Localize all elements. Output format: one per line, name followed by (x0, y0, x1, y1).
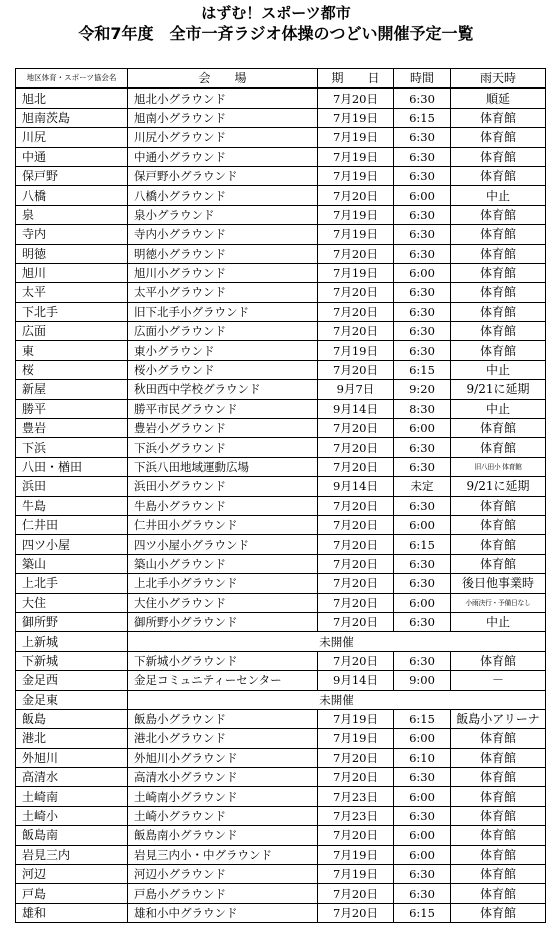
date-cell: 7月20日 (318, 826, 394, 845)
venue-cell: 上北手小グラウンド (128, 574, 318, 593)
venue-cell: 下浜八田地域運動広場 (128, 457, 318, 476)
rain-cell: 体育館 (451, 244, 546, 263)
date-cell: 7月20日 (318, 515, 394, 534)
district-cell: 築山 (16, 554, 128, 573)
rain-cell: 体育館 (451, 128, 546, 147)
rain-cell: 体育館 (451, 826, 546, 845)
date-cell: 7月20日 (318, 535, 394, 554)
time-cell: 6:30 (394, 225, 451, 244)
time-cell: 6:30 (394, 574, 451, 593)
venue-cell: 雄和小中グラウンド (128, 903, 318, 922)
rain-cell: 体育館 (451, 515, 546, 534)
table-row (16, 593, 546, 612)
rain-cell: 体育館 (451, 322, 546, 341)
date-cell: 9月14日 (318, 477, 394, 496)
time-cell: 6:30 (394, 244, 451, 263)
date-cell: 9月7日 (318, 380, 394, 399)
table-row (16, 612, 546, 631)
district-cell: 保戸野 (16, 166, 128, 185)
district-cell: 四ツ小屋 (16, 535, 128, 554)
venue-cell: 岩見三内小・中グラウンド (128, 845, 318, 864)
venue-cell: 高清水小グラウンド (128, 768, 318, 787)
venue-cell: 築山小グラウンド (128, 554, 318, 573)
venue-cell: 川尻小グラウンド (128, 128, 318, 147)
table-row (16, 574, 546, 593)
rain-cell: 体育館 (451, 845, 546, 864)
time-cell: 6:30 (394, 884, 451, 903)
venue-cell: 土崎小グラウンド (128, 806, 318, 825)
rain-cell: 体育館 (451, 535, 546, 554)
rain-cell: 体育館 (451, 438, 546, 457)
rain-cell: 体育館 (451, 496, 546, 515)
time-cell: 6:30 (394, 806, 451, 825)
date-cell: 7月23日 (318, 787, 394, 806)
table-row (16, 457, 546, 476)
district-cell: 土崎南 (16, 787, 128, 806)
time-cell: 6:30 (394, 612, 451, 631)
time-cell: 6:30 (394, 341, 451, 360)
time-cell: 6:00 (394, 186, 451, 205)
table-row (16, 554, 546, 573)
venue-cell: 四ツ小屋小グラウンド (128, 535, 318, 554)
district-cell: 東 (16, 341, 128, 360)
header-venue: 会 場 (128, 69, 318, 89)
table-row (16, 341, 546, 360)
district-cell: 土崎小 (16, 806, 128, 825)
table-row (16, 729, 546, 748)
date-cell: 7月20日 (318, 554, 394, 573)
venue-cell: 旭南小グラウンド (128, 108, 318, 127)
rain-cell: 9/21に延期 (451, 477, 546, 496)
district-cell: 御所野 (16, 612, 128, 631)
table-row (16, 360, 546, 379)
rain-cell: 中止 (451, 399, 546, 418)
rain-cell: 体育館 (451, 768, 546, 787)
district-cell: 大住 (16, 593, 128, 612)
time-cell: 6:00 (394, 845, 451, 864)
rain-cell: 体育館 (451, 302, 546, 321)
date-cell: 7月19日 (318, 709, 394, 728)
venue-cell: 桜小グラウンド (128, 360, 318, 379)
time-cell: 未定 (394, 477, 451, 496)
rain-cell: 後日他事業時 (451, 574, 546, 593)
not-held-cell: 未開催 (128, 690, 546, 709)
table-header (16, 69, 546, 89)
table-row (16, 535, 546, 554)
district-cell: 高清水 (16, 768, 128, 787)
table-row (16, 671, 546, 690)
venue-cell: 土崎南小グラウンド (128, 787, 318, 806)
table-row (16, 166, 546, 185)
district-cell: 下浜 (16, 438, 128, 457)
rain-cell: 飯島小アリーナ (451, 709, 546, 728)
date-cell: 7月23日 (318, 806, 394, 825)
table-row (16, 845, 546, 864)
time-cell: 6:00 (394, 515, 451, 534)
venue-cell: 勝平市民グラウンド (128, 399, 318, 418)
rain-cell: 体育館 (451, 263, 546, 282)
time-cell: 6:30 (394, 166, 451, 185)
date-cell: 7月19日 (318, 845, 394, 864)
header-district: 地区体育・スポーツ協会名 (16, 69, 128, 89)
venue-cell: 牛島小グラウンド (128, 496, 318, 515)
time-cell: 6:30 (394, 88, 451, 108)
date-cell: 7月19日 (318, 225, 394, 244)
time-cell: 6:30 (394, 554, 451, 573)
header-time: 時間 (394, 69, 451, 89)
district-cell: 明徳 (16, 244, 128, 263)
venue-cell: 旧下北手小グラウンド (128, 302, 318, 321)
district-cell: 豊岩 (16, 419, 128, 438)
venue-cell: 明徳小グラウンド (128, 244, 318, 263)
district-cell: 桜 (16, 360, 128, 379)
date-cell: 7月19日 (318, 128, 394, 147)
rain-cell: 体育館 (451, 903, 546, 922)
date-cell: 7月19日 (318, 865, 394, 884)
date-cell: 7月20日 (318, 748, 394, 767)
time-cell: 6:30 (394, 651, 451, 670)
district-cell: 八橋 (16, 186, 128, 205)
date-cell: 7月19日 (318, 205, 394, 224)
rain-cell: － (451, 671, 546, 690)
time-cell: 8:30 (394, 399, 451, 418)
rain-cell: 中止 (451, 360, 546, 379)
time-cell: 6:30 (394, 865, 451, 884)
district-cell: 上新城 (16, 632, 128, 651)
venue-cell: 中通小グラウンド (128, 147, 318, 166)
table-row (16, 128, 546, 147)
time-cell: 6:00 (394, 787, 451, 806)
venue-cell: 太平小グラウンド (128, 283, 318, 302)
district-cell: 太平 (16, 283, 128, 302)
venue-cell: 寺内小グラウンド (128, 225, 318, 244)
header-date: 期 日 (318, 69, 394, 89)
district-cell: 八田・楢田 (16, 457, 128, 476)
date-cell: 7月20日 (318, 302, 394, 321)
time-cell: 6:30 (394, 205, 451, 224)
time-cell: 6:30 (394, 768, 451, 787)
date-cell: 7月20日 (318, 903, 394, 922)
date-cell: 7月20日 (318, 283, 394, 302)
district-cell: 戸島 (16, 884, 128, 903)
district-cell: 寺内 (16, 225, 128, 244)
table-row (16, 147, 546, 166)
time-cell: 6:00 (394, 729, 451, 748)
district-cell: 旭川 (16, 263, 128, 282)
table-row (16, 322, 546, 341)
table-row (16, 826, 546, 845)
table-row (16, 186, 546, 205)
venue-cell: 飯島南小グラウンド (128, 826, 318, 845)
schedule-table (15, 68, 546, 923)
time-cell: 6:30 (394, 457, 451, 476)
district-cell: 河辺 (16, 865, 128, 884)
rain-cell: 中止 (451, 612, 546, 631)
not-held-cell: 未開催 (128, 632, 546, 651)
page-title: はずむ！スポーツ都市 (201, 4, 351, 22)
time-cell: 6:30 (394, 322, 451, 341)
venue-cell: 泉小グラウンド (128, 205, 318, 224)
time-cell: 6:15 (394, 903, 451, 922)
venue-cell: 港北小グラウンド (128, 729, 318, 748)
venue-cell: 豊岩小グラウンド (128, 419, 318, 438)
table-row (16, 709, 546, 728)
venue-cell: 金足コミュニティーセンター (128, 671, 318, 690)
rain-cell: 体育館 (451, 166, 546, 185)
date-cell: 9月14日 (318, 399, 394, 418)
venue-cell: 下新城小グラウンド (128, 651, 318, 670)
date-cell: 7月20日 (318, 419, 394, 438)
time-cell: 9:20 (394, 380, 451, 399)
venue-cell: 八橋小グラウンド (128, 186, 318, 205)
table-row (16, 108, 546, 127)
time-cell: 6:30 (394, 302, 451, 321)
district-cell: 泉 (16, 205, 128, 224)
venue-cell: 旭川小グラウンド (128, 263, 318, 282)
table-row (16, 205, 546, 224)
date-cell: 7月20日 (318, 496, 394, 515)
district-cell: 外旭川 (16, 748, 128, 767)
rain-cell: 体育館 (451, 729, 546, 748)
district-cell: 仁井田 (16, 515, 128, 534)
venue-cell: 保戸野小グラウンド (128, 166, 318, 185)
date-cell: 7月20日 (318, 244, 394, 263)
rain-cell: 9/21に延期 (451, 380, 546, 399)
venue-cell: 旭北小グラウンド (128, 88, 318, 108)
venue-cell: 秋田西中学校グラウンド (128, 380, 318, 399)
time-cell: 6:15 (394, 360, 451, 379)
date-cell: 7月20日 (318, 768, 394, 787)
table-row (16, 496, 546, 515)
district-cell: 金足東 (16, 690, 128, 709)
venue-cell: 仁井田小グラウンド (128, 515, 318, 534)
table-row (16, 244, 546, 263)
table-row (16, 283, 546, 302)
rain-cell: 体育館 (451, 748, 546, 767)
rain-cell: 順延 (451, 88, 546, 108)
district-cell: 旭南茨島 (16, 108, 128, 127)
date-cell: 7月20日 (318, 322, 394, 341)
date-cell: 7月19日 (318, 147, 394, 166)
time-cell: 6:00 (394, 419, 451, 438)
time-cell: 6:30 (394, 147, 451, 166)
rain-cell: 体育館 (451, 205, 546, 224)
table-row (16, 884, 546, 903)
time-cell: 6:00 (394, 263, 451, 282)
district-cell: 飯島南 (16, 826, 128, 845)
table-row (16, 748, 546, 767)
time-cell: 6:30 (394, 438, 451, 457)
date-cell: 7月20日 (318, 593, 394, 612)
table-body (16, 88, 546, 922)
table-row (16, 263, 546, 282)
rain-cell: 体育館 (451, 283, 546, 302)
venue-cell: 河辺小グラウンド (128, 865, 318, 884)
table-row (16, 651, 546, 670)
rain-cell: 体育館 (451, 806, 546, 825)
date-cell: 7月19日 (318, 108, 394, 127)
table-row (16, 515, 546, 534)
date-cell: 7月20日 (318, 88, 394, 108)
time-cell: 6:15 (394, 535, 451, 554)
rain-cell: 体育館 (451, 884, 546, 903)
date-cell: 7月20日 (318, 884, 394, 903)
header-row (16, 69, 546, 89)
venue-cell: 広面小グラウンド (128, 322, 318, 341)
district-cell: 浜田 (16, 477, 128, 496)
district-cell: 下新城 (16, 651, 128, 670)
district-cell: 上北手 (16, 574, 128, 593)
rain-cell: 体育館 (451, 225, 546, 244)
date-cell: 7月20日 (318, 360, 394, 379)
header-rain: 雨天時 (451, 69, 546, 89)
table-row (16, 903, 546, 922)
rain-cell: 旧八田小 体育館 (451, 457, 546, 476)
rain-cell: 体育館 (451, 865, 546, 884)
table-row (16, 477, 546, 496)
district-cell: 下北手 (16, 302, 128, 321)
rain-cell: 小雨決行・予備日なし (451, 593, 546, 612)
venue-cell: 大住小グラウンド (128, 593, 318, 612)
time-cell: 6:30 (394, 128, 451, 147)
rain-cell: 体育館 (451, 147, 546, 166)
district-cell: 金足西 (16, 671, 128, 690)
rain-cell: 中止 (451, 186, 546, 205)
date-cell: 7月20日 (318, 186, 394, 205)
rain-cell: 体育館 (451, 787, 546, 806)
district-cell: 牛島 (16, 496, 128, 515)
table-row (16, 380, 546, 399)
date-cell: 9月14日 (318, 671, 394, 690)
table-row (16, 768, 546, 787)
time-cell: 9:00 (394, 671, 451, 690)
venue-cell: 戸島小グラウンド (128, 884, 318, 903)
time-cell: 6:15 (394, 709, 451, 728)
rain-cell: 体育館 (451, 554, 546, 573)
time-cell: 6:00 (394, 826, 451, 845)
time-cell: 6:00 (394, 593, 451, 612)
date-cell: 7月20日 (318, 574, 394, 593)
venue-cell: 浜田小グラウンド (128, 477, 318, 496)
table-row (16, 399, 546, 418)
table-row (16, 787, 546, 806)
district-cell: 広面 (16, 322, 128, 341)
venue-cell: 東小グラウンド (128, 341, 318, 360)
table-row (16, 438, 546, 457)
district-cell: 川尻 (16, 128, 128, 147)
table-row (16, 865, 546, 884)
district-cell: 港北 (16, 729, 128, 748)
table-row (16, 690, 546, 709)
rain-cell: 体育館 (451, 341, 546, 360)
district-cell: 中通 (16, 147, 128, 166)
district-cell: 勝平 (16, 399, 128, 418)
table-row (16, 806, 546, 825)
rain-cell: 体育館 (451, 419, 546, 438)
table-row (16, 225, 546, 244)
time-cell: 6:15 (394, 108, 451, 127)
date-cell: 7月20日 (318, 457, 394, 476)
district-cell: 岩見三内 (16, 845, 128, 864)
rain-cell: 体育館 (451, 108, 546, 127)
date-cell: 7月19日 (318, 341, 394, 360)
date-cell: 7月19日 (318, 729, 394, 748)
district-cell: 雄和 (16, 903, 128, 922)
table-row (16, 419, 546, 438)
venue-cell: 外旭川小グラウンド (128, 748, 318, 767)
page-subtitle: 令和7年度 全市一斉ラジオ体操のつどい開催予定一覧 (78, 24, 474, 43)
date-cell: 7月19日 (318, 166, 394, 185)
rain-cell: 体育館 (451, 651, 546, 670)
table-row (16, 302, 546, 321)
date-cell: 7月20日 (318, 612, 394, 631)
time-cell: 6:10 (394, 748, 451, 767)
venue-cell: 下浜小グラウンド (128, 438, 318, 457)
venue-cell: 飯島小グラウンド (128, 709, 318, 728)
date-cell: 7月20日 (318, 651, 394, 670)
time-cell: 6:30 (394, 496, 451, 515)
district-cell: 飯島 (16, 709, 128, 728)
date-cell: 7月19日 (318, 263, 394, 282)
table-row (16, 632, 546, 651)
district-cell: 旭北 (16, 88, 128, 108)
venue-cell: 御所野小グラウンド (128, 612, 318, 631)
date-cell: 7月20日 (318, 438, 394, 457)
district-cell: 新屋 (16, 380, 128, 399)
table-row (16, 88, 546, 108)
time-cell: 6:30 (394, 283, 451, 302)
